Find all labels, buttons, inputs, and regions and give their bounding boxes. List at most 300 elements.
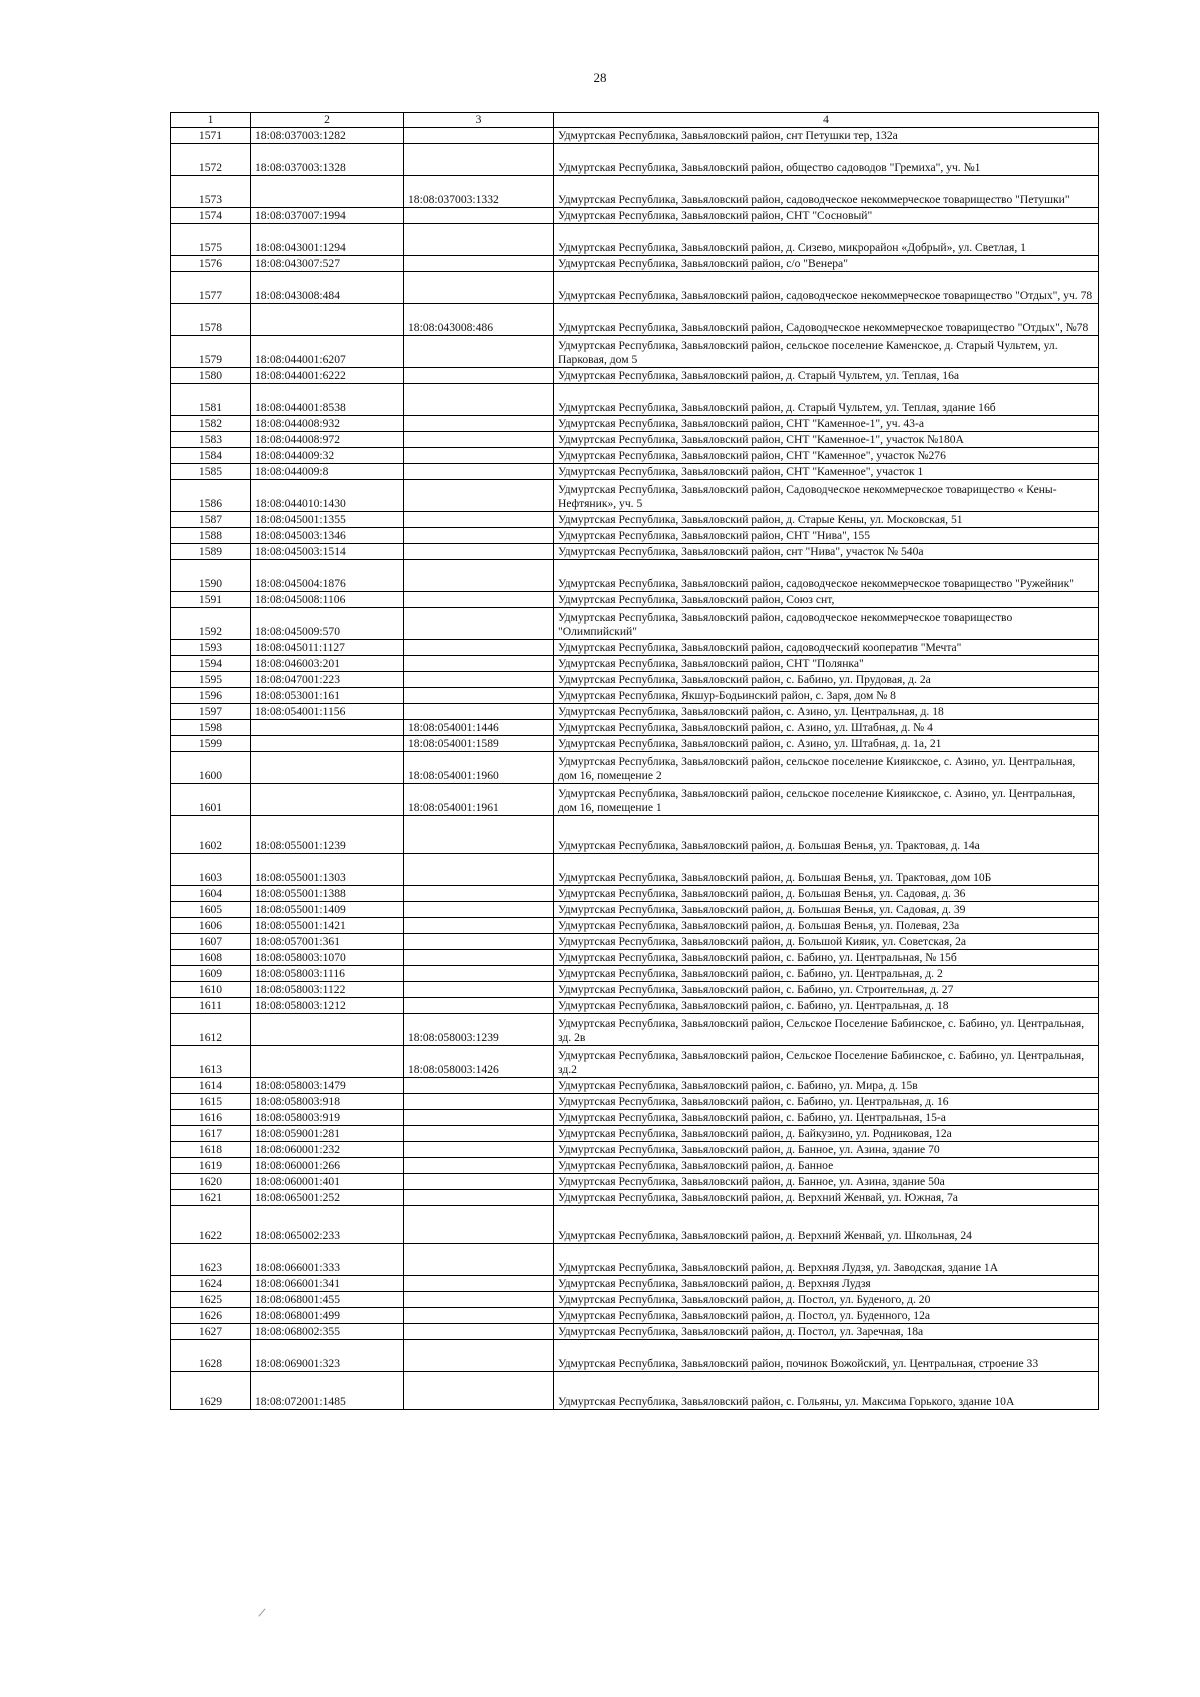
cadastral-number-cell: 18:08:045011:1127	[251, 640, 404, 656]
address-cell: Удмуртская Республика, Завьяловский район, д. Большая Венья, ул. Полевая, 23а	[554, 918, 1099, 934]
table-row	[171, 208, 1099, 224]
address-cell: Удмуртская Республика, Завьяловский район, садоводческий кооператив "Мечта"	[554, 640, 1099, 656]
cadastral-number-cell: 18:08:068001:499	[251, 1308, 404, 1324]
row-number-cell: 1610	[171, 982, 251, 998]
cadastral-number-cell: 18:08:047001:223	[251, 672, 404, 688]
cadastral-number-cell	[251, 304, 404, 336]
row-number-cell: 1617	[171, 1126, 251, 1142]
cadastral-number-cell: 18:08:066001:341	[251, 1276, 404, 1292]
address-cell: Удмуртская Республика, Завьяловский район, д. Байкузино, ул. Родниковая, 12а	[554, 1126, 1099, 1142]
address-cell: Удмуртская Республика, Завьяловский район, д. Постол, ул. Буденного, 12а	[554, 1308, 1099, 1324]
related-cadastral-number-cell	[404, 1158, 554, 1174]
table-row	[171, 1078, 1099, 1094]
row-number-cell: 1602	[171, 816, 251, 854]
address-cell: Удмуртская Республика, Завьяловский район, д. Большая Венья, ул. Трактовая, дом 10Б	[554, 854, 1099, 886]
address-cell: Удмуртская Республика, Завьяловский район, д. Банное, ул. Азина, здание 50а	[554, 1174, 1099, 1190]
address-cell: Удмуртская Республика, Завьяловский район, снт Петушки тер, 132а	[554, 128, 1099, 144]
table-row	[171, 1094, 1099, 1110]
related-cadastral-number-cell	[404, 1276, 554, 1292]
row-number-cell: 1625	[171, 1292, 251, 1308]
related-cadastral-number-cell	[404, 544, 554, 560]
cadastral-number-cell: 18:08:060001:232	[251, 1142, 404, 1158]
table-row	[171, 304, 1099, 336]
cadastral-number-cell: 18:08:044001:6222	[251, 368, 404, 384]
table-body	[171, 128, 1099, 1410]
address-cell: Удмуртская Республика, Завьяловский район, с/о "Венера"	[554, 256, 1099, 272]
table-row	[171, 656, 1099, 672]
cadastral-number-cell	[251, 736, 404, 752]
cadastral-number-cell: 18:08:058003:919	[251, 1110, 404, 1126]
related-cadastral-number-cell	[404, 224, 554, 256]
row-number-cell: 1589	[171, 544, 251, 560]
address-cell: Удмуртская Республика, Завьяловский район, д. Верхний Женвай, ул. Школьная, 24	[554, 1206, 1099, 1244]
related-cadastral-number-cell	[404, 1110, 554, 1126]
row-number-cell: 1615	[171, 1094, 251, 1110]
related-cadastral-number-cell	[404, 144, 554, 176]
address-cell: Удмуртская Республика, Завьяловский район, с. Азино, ул. Штабная, д. 1а, 21	[554, 736, 1099, 752]
cadastral-number-cell: 18:08:043008:484	[251, 272, 404, 304]
related-cadastral-number-cell	[404, 1094, 554, 1110]
row-number-cell: 1593	[171, 640, 251, 656]
cadastral-number-cell: 18:08:058003:1070	[251, 950, 404, 966]
table-row	[171, 416, 1099, 432]
row-number-cell: 1616	[171, 1110, 251, 1126]
row-number-cell: 1600	[171, 752, 251, 784]
address-cell: Удмуртская Республика, Завьяловский район, СНТ "Каменное-1", уч. 43-а	[554, 416, 1099, 432]
address-cell: Удмуртская Республика, Завьяловский район, с. Азино, ул. Штабная, д. № 4	[554, 720, 1099, 736]
table-row	[171, 720, 1099, 736]
cadastral-number-cell: 18:08:037007:1994	[251, 208, 404, 224]
table-row	[171, 480, 1099, 512]
row-number-cell: 1588	[171, 528, 251, 544]
related-cadastral-number-cell	[404, 1142, 554, 1158]
pen-mark	[258, 1608, 265, 1616]
related-cadastral-number-cell	[404, 688, 554, 704]
row-number-cell: 1629	[171, 1372, 251, 1410]
cadastral-number-cell: 18:08:055001:1239	[251, 816, 404, 854]
related-cadastral-number-cell	[404, 1126, 554, 1142]
address-cell: Удмуртская Республика, Завьяловский район, Союз снт,	[554, 592, 1099, 608]
row-number-cell: 1619	[171, 1158, 251, 1174]
address-cell: Удмуртская Республика, Завьяловский район, СНТ "Нива", 155	[554, 528, 1099, 544]
address-cell: Удмуртская Республика, Завьяловский район, с. Бабино, ул. Мира, д. 15в	[554, 1078, 1099, 1094]
table-row	[171, 1142, 1099, 1158]
address-cell: Удмуртская Республика, Завьяловский район, д. Банное	[554, 1158, 1099, 1174]
table-row	[171, 224, 1099, 256]
address-cell: Удмуртская Республика, Завьяловский район, садоводческое некоммерческое товарищество "Отдых", уч. 78	[554, 272, 1099, 304]
address-cell: Удмуртская Республика, Завьяловский район, д. Большая Венья, ул. Садовая, д. 39	[554, 902, 1099, 918]
row-number-cell: 1608	[171, 950, 251, 966]
row-number-cell: 1594	[171, 656, 251, 672]
related-cadastral-number-cell	[404, 560, 554, 592]
related-cadastral-number-cell	[404, 886, 554, 902]
cadastral-number-cell	[251, 176, 404, 208]
address-cell: Удмуртская Республика, Завьяловский район, с. Бабино, ул. Центральная, № 15б	[554, 950, 1099, 966]
table-row	[171, 1190, 1099, 1206]
row-number-cell: 1614	[171, 1078, 251, 1094]
table-row	[171, 950, 1099, 966]
related-cadastral-number-cell	[404, 656, 554, 672]
row-number-cell: 1621	[171, 1190, 251, 1206]
row-number-cell: 1627	[171, 1324, 251, 1340]
table-row	[171, 368, 1099, 384]
row-number-cell: 1573	[171, 176, 251, 208]
address-cell: Удмуртская Республика, Завьяловский район, сельское поселение Каменское, д. Старый Чультем, ул. Парковая, дом 5	[554, 336, 1099, 368]
row-number-cell: 1587	[171, 512, 251, 528]
row-number-cell: 1571	[171, 128, 251, 144]
address-cell: Удмуртская Республика, Завьяловский район, СНТ "Каменное", участок 1	[554, 464, 1099, 480]
table-row	[171, 384, 1099, 416]
row-number-cell: 1584	[171, 448, 251, 464]
row-number-cell: 1598	[171, 720, 251, 736]
cadastral-number-cell: 18:08:060001:266	[251, 1158, 404, 1174]
cadastral-number-cell: 18:08:058003:1116	[251, 966, 404, 982]
table-row	[171, 1046, 1099, 1078]
table-row	[171, 608, 1099, 640]
table-row	[171, 752, 1099, 784]
address-cell: Удмуртская Республика, Завьяловский район, д. Постол, ул. Заречная, 18а	[554, 1324, 1099, 1340]
related-cadastral-number-cell	[404, 1078, 554, 1094]
related-cadastral-number-cell: 18:08:054001:1961	[404, 784, 554, 816]
cadastral-number-cell: 18:08:037003:1328	[251, 144, 404, 176]
cadastral-number-cell: 18:08:044001:6207	[251, 336, 404, 368]
address-cell: Удмуртская Республика, Завьяловский район, СНТ "Каменное-1", участок №180А	[554, 432, 1099, 448]
related-cadastral-number-cell	[404, 816, 554, 854]
related-cadastral-number-cell	[404, 1372, 554, 1410]
row-number-cell: 1628	[171, 1340, 251, 1372]
cadastral-number-cell: 18:08:045008:1106	[251, 592, 404, 608]
table-row	[171, 1276, 1099, 1292]
address-cell: Удмуртская Республика, Завьяловский район, сельское поселение Кияикское, с. Азино, ул. Центральная, дом 16, помещение 1	[554, 784, 1099, 816]
address-cell: Удмуртская Республика, Завьяловский район, садоводческое некоммерческое товарищество "Петушки"	[554, 176, 1099, 208]
address-cell: Удмуртская Республика, Завьяловский район, с. Бабино, ул. Центральная, д. 2	[554, 966, 1099, 982]
row-number-cell: 1585	[171, 464, 251, 480]
row-number-cell: 1580	[171, 368, 251, 384]
table-row	[171, 816, 1099, 854]
row-number-cell: 1607	[171, 934, 251, 950]
related-cadastral-number-cell: 18:08:037003:1332	[404, 176, 554, 208]
table-row	[171, 784, 1099, 816]
cadastral-number-cell	[251, 752, 404, 784]
cadastral-number-cell: 18:08:058003:1122	[251, 982, 404, 998]
related-cadastral-number-cell	[404, 592, 554, 608]
address-cell: Удмуртская Республика, Завьяловский район, д. Верхняя Лудзя, ул. Заводская, здание 1А	[554, 1244, 1099, 1276]
address-cell: Удмуртская Республика, Завьяловский район, с. Бабино, ул. Прудовая, д. 2а	[554, 672, 1099, 688]
table-row	[171, 918, 1099, 934]
related-cadastral-number-cell	[404, 1292, 554, 1308]
address-cell: Удмуртская Республика, Якшур-Бодьинский район, с. Заря, дом № 8	[554, 688, 1099, 704]
related-cadastral-number-cell	[404, 464, 554, 480]
related-cadastral-number-cell	[404, 528, 554, 544]
table-row	[171, 464, 1099, 480]
address-cell: Удмуртская Республика, Завьяловский район, д. Большой Кияик, ул. Советская, 2а	[554, 934, 1099, 950]
related-cadastral-number-cell	[404, 640, 554, 656]
page-number: 28	[593, 70, 607, 85]
table-header-row	[171, 113, 1099, 128]
address-cell: Удмуртская Республика, Завьяловский район, починок Вожойский, ул. Центральная, строение 33	[554, 1340, 1099, 1372]
row-number-cell: 1595	[171, 672, 251, 688]
related-cadastral-number-cell: 18:08:043008:486	[404, 304, 554, 336]
table-row	[171, 966, 1099, 982]
row-number-cell: 1596	[171, 688, 251, 704]
address-cell: Удмуртская Республика, Завьяловский район, общество садоводов "Гремиха", уч. №1	[554, 144, 1099, 176]
table-row	[171, 704, 1099, 720]
related-cadastral-number-cell	[404, 672, 554, 688]
registry-table	[170, 112, 1099, 1410]
related-cadastral-number-cell: 18:08:058003:1426	[404, 1046, 554, 1078]
related-cadastral-number-cell	[404, 432, 554, 448]
table-row	[171, 1244, 1099, 1276]
related-cadastral-number-cell	[404, 608, 554, 640]
address-cell: Удмуртская Республика, Завьяловский район, СНТ "Сосновый"	[554, 208, 1099, 224]
related-cadastral-number-cell	[404, 982, 554, 998]
cadastral-number-cell: 18:08:060001:401	[251, 1174, 404, 1190]
related-cadastral-number-cell	[404, 1190, 554, 1206]
related-cadastral-number-cell	[404, 1340, 554, 1372]
table-row	[171, 544, 1099, 560]
table-row	[171, 128, 1099, 144]
address-cell: Удмуртская Республика, Завьяловский район, д. Старый Чультем, ул. Теплая, 16а	[554, 368, 1099, 384]
related-cadastral-number-cell	[404, 272, 554, 304]
cadastral-number-cell	[251, 1014, 404, 1046]
row-number-cell: 1609	[171, 966, 251, 982]
row-number-cell: 1575	[171, 224, 251, 256]
cadastral-number-cell: 18:08:044001:8538	[251, 384, 404, 416]
table-row	[171, 1292, 1099, 1308]
row-number-cell: 1576	[171, 256, 251, 272]
table-row	[171, 1206, 1099, 1244]
table-row	[171, 934, 1099, 950]
row-number-cell: 1603	[171, 854, 251, 886]
table-row	[171, 736, 1099, 752]
table-row	[171, 512, 1099, 528]
related-cadastral-number-cell	[404, 1174, 554, 1190]
table-row	[171, 256, 1099, 272]
row-number-cell: 1620	[171, 1174, 251, 1190]
table-row	[171, 176, 1099, 208]
column-header-1: 1	[171, 113, 251, 128]
column-header-2: 2	[251, 113, 404, 128]
row-number-cell: 1626	[171, 1308, 251, 1324]
table-row	[171, 432, 1099, 448]
cadastral-number-cell: 18:08:045003:1346	[251, 528, 404, 544]
related-cadastral-number-cell	[404, 1206, 554, 1244]
related-cadastral-number-cell	[404, 918, 554, 934]
row-number-cell: 1599	[171, 736, 251, 752]
address-cell: Удмуртская Республика, Завьяловский район, с. Бабино, ул. Центральная, 15-а	[554, 1110, 1099, 1126]
cadastral-number-cell: 18:08:054001:1156	[251, 704, 404, 720]
related-cadastral-number-cell	[404, 448, 554, 464]
table-row	[171, 998, 1099, 1014]
related-cadastral-number-cell	[404, 966, 554, 982]
cadastral-number-cell: 18:08:068002:355	[251, 1324, 404, 1340]
cadastral-number-cell: 18:08:055001:1409	[251, 902, 404, 918]
table-row	[171, 448, 1099, 464]
related-cadastral-number-cell	[404, 902, 554, 918]
row-number-cell: 1578	[171, 304, 251, 336]
cadastral-number-cell: 18:08:065002:233	[251, 1206, 404, 1244]
cadastral-number-cell: 18:08:046003:201	[251, 656, 404, 672]
address-cell: Удмуртская Республика, Завьяловский район, д. Старый Чультем, ул. Теплая, здание 16б	[554, 384, 1099, 416]
cadastral-number-cell: 18:08:044009:8	[251, 464, 404, 480]
address-cell: Удмуртская Республика, Завьяловский район, д. Верхний Женвай, ул. Южная, 7а	[554, 1190, 1099, 1206]
table-row	[171, 1372, 1099, 1410]
related-cadastral-number-cell	[404, 512, 554, 528]
row-number-cell: 1604	[171, 886, 251, 902]
cadastral-number-cell: 18:08:037003:1282	[251, 128, 404, 144]
related-cadastral-number-cell: 18:08:054001:1446	[404, 720, 554, 736]
cadastral-number-cell: 18:08:059001:281	[251, 1126, 404, 1142]
table-row	[171, 1126, 1099, 1142]
cadastral-number-cell: 18:08:055001:1303	[251, 854, 404, 886]
table-row	[171, 336, 1099, 368]
table-row	[171, 592, 1099, 608]
row-number-cell: 1581	[171, 384, 251, 416]
related-cadastral-number-cell	[404, 384, 554, 416]
related-cadastral-number-cell	[404, 128, 554, 144]
row-number-cell: 1622	[171, 1206, 251, 1244]
row-number-cell: 1597	[171, 704, 251, 720]
address-cell: Удмуртская Республика, Завьяловский район, Сельское Поселение Бабинское, с. Бабино, ул. Центральная, зд.2	[554, 1046, 1099, 1078]
related-cadastral-number-cell	[404, 416, 554, 432]
row-number-cell: 1582	[171, 416, 251, 432]
table-row	[171, 1110, 1099, 1126]
address-cell: Удмуртская Республика, Завьяловский район, с. Бабино, ул. Строительная, д. 27	[554, 982, 1099, 998]
cadastral-number-cell: 18:08:055001:1388	[251, 886, 404, 902]
related-cadastral-number-cell	[404, 950, 554, 966]
cadastral-number-cell: 18:08:045009:570	[251, 608, 404, 640]
address-cell: Удмуртская Республика, Завьяловский район, с. Бабино, ул. Центральная, д. 16	[554, 1094, 1099, 1110]
row-number-cell: 1623	[171, 1244, 251, 1276]
address-cell: Удмуртская Республика, Завьяловский район, д. Большая Венья, ул. Трактовая, д. 14а	[554, 816, 1099, 854]
address-cell: Удмуртская Республика, Завьяловский район, Сельское Поселение Бабинское, с. Бабино, ул. Центральная, зд. 2в	[554, 1014, 1099, 1046]
table-row	[171, 1014, 1099, 1046]
cadastral-number-cell	[251, 784, 404, 816]
table-row	[171, 1324, 1099, 1340]
row-number-cell: 1612	[171, 1014, 251, 1046]
cadastral-number-cell: 18:08:057001:361	[251, 934, 404, 950]
cadastral-number-cell: 18:08:055001:1421	[251, 918, 404, 934]
row-number-cell: 1586	[171, 480, 251, 512]
address-cell: Удмуртская Республика, Завьяловский район, д. Сизево, микрорайон «Добрый», ул. Светлая, 1	[554, 224, 1099, 256]
address-cell: Удмуртская Республика, Завьяловский район, д. Постол, ул. Буденого, д. 20	[554, 1292, 1099, 1308]
row-number-cell: 1579	[171, 336, 251, 368]
row-number-cell: 1605	[171, 902, 251, 918]
address-cell: Удмуртская Республика, Завьяловский район, сельское поселение Кияикское, с. Азино, ул. Центральная, дом 16, помещение 2	[554, 752, 1099, 784]
related-cadastral-number-cell	[404, 1308, 554, 1324]
related-cadastral-number-cell	[404, 336, 554, 368]
related-cadastral-number-cell	[404, 256, 554, 272]
cadastral-number-cell: 18:08:058003:1479	[251, 1078, 404, 1094]
related-cadastral-number-cell	[404, 934, 554, 950]
cadastral-number-cell: 18:08:043007:527	[251, 256, 404, 272]
row-number-cell: 1592	[171, 608, 251, 640]
cadastral-number-cell: 18:08:044009:32	[251, 448, 404, 464]
related-cadastral-number-cell: 18:08:054001:1960	[404, 752, 554, 784]
cadastral-number-cell: 18:08:045004:1876	[251, 560, 404, 592]
cadastral-number-cell	[251, 1046, 404, 1078]
cadastral-number-cell: 18:08:066001:333	[251, 1244, 404, 1276]
related-cadastral-number-cell	[404, 208, 554, 224]
column-header-4: 4	[554, 113, 1099, 128]
related-cadastral-number-cell: 18:08:058003:1239	[404, 1014, 554, 1046]
related-cadastral-number-cell	[404, 1244, 554, 1276]
table-row	[171, 640, 1099, 656]
address-cell: Удмуртская Республика, Завьяловский район, Садоводческое некоммерческое товарищество « Кены-Нефтяник», уч. 5	[554, 480, 1099, 512]
table-row	[171, 982, 1099, 998]
related-cadastral-number-cell	[404, 998, 554, 1014]
row-number-cell: 1577	[171, 272, 251, 304]
row-number-cell: 1591	[171, 592, 251, 608]
row-number-cell: 1606	[171, 918, 251, 934]
table-row	[171, 272, 1099, 304]
related-cadastral-number-cell	[404, 368, 554, 384]
table-row	[171, 528, 1099, 544]
address-cell: Удмуртская Республика, Завьяловский район, Садоводческое некоммерческое товарищество "Отдых", №78	[554, 304, 1099, 336]
cadastral-number-cell: 18:08:058003:1212	[251, 998, 404, 1014]
address-cell: Удмуртская Республика, Завьяловский район, д. Старые Кены, ул. Московская, 51	[554, 512, 1099, 528]
address-cell: Удмуртская Республика, Завьяловский район, садоводческое некоммерческое товарищество "Олимпийский"	[554, 608, 1099, 640]
address-cell: Удмуртская Республика, Завьяловский район, с. Азино, ул. Центральная, д. 18	[554, 704, 1099, 720]
cadastral-number-cell: 18:08:065001:252	[251, 1190, 404, 1206]
address-cell: Удмуртская Республика, Завьяловский район, д. Банное, ул. Азина, здание 70	[554, 1142, 1099, 1158]
cadastral-number-cell: 18:08:044008:932	[251, 416, 404, 432]
table-row	[171, 902, 1099, 918]
row-number-cell: 1611	[171, 998, 251, 1014]
cadastral-number-cell: 18:08:068001:455	[251, 1292, 404, 1308]
column-header-3: 3	[404, 113, 554, 128]
cadastral-number-cell: 18:08:044008:972	[251, 432, 404, 448]
cadastral-number-cell: 18:08:053001:161	[251, 688, 404, 704]
row-number-cell: 1583	[171, 432, 251, 448]
table-row	[171, 1174, 1099, 1190]
related-cadastral-number-cell	[404, 704, 554, 720]
related-cadastral-number-cell	[404, 1324, 554, 1340]
address-cell: Удмуртская Республика, Завьяловский район, с. Бабино, ул. Центральная, д. 18	[554, 998, 1099, 1014]
cadastral-number-cell: 18:08:045001:1355	[251, 512, 404, 528]
table-row	[171, 1158, 1099, 1174]
cadastral-number-cell: 18:08:058003:918	[251, 1094, 404, 1110]
address-cell: Удмуртская Республика, Завьяловский район, садоводческое некоммерческое товарищество "Ружейник"	[554, 560, 1099, 592]
cadastral-number-cell: 18:08:069001:323	[251, 1340, 404, 1372]
cadastral-number-cell: 18:08:072001:1485	[251, 1372, 404, 1410]
row-number-cell: 1574	[171, 208, 251, 224]
row-number-cell: 1624	[171, 1276, 251, 1292]
table-row	[171, 672, 1099, 688]
address-cell: Удмуртская Республика, Завьяловский район, д. Большая Венья, ул. Садовая, д. 36	[554, 886, 1099, 902]
row-number-cell: 1613	[171, 1046, 251, 1078]
row-number-cell: 1618	[171, 1142, 251, 1158]
table-row	[171, 1340, 1099, 1372]
table-row	[171, 144, 1099, 176]
table-row	[171, 886, 1099, 902]
address-cell: Удмуртская Республика, Завьяловский район, СНТ "Каменное", участок №276	[554, 448, 1099, 464]
row-number-cell: 1601	[171, 784, 251, 816]
row-number-cell: 1590	[171, 560, 251, 592]
related-cadastral-number-cell	[404, 854, 554, 886]
table-row	[171, 1308, 1099, 1324]
row-number-cell: 1572	[171, 144, 251, 176]
cadastral-number-cell: 18:08:044010:1430	[251, 480, 404, 512]
cadastral-number-cell	[251, 720, 404, 736]
address-cell: Удмуртская Республика, Завьяловский район, д. Верхняя Лудзя	[554, 1276, 1099, 1292]
table-row	[171, 560, 1099, 592]
related-cadastral-number-cell	[404, 480, 554, 512]
address-cell: Удмуртская Республика, Завьяловский район, снт "Нива", участок № 540а	[554, 544, 1099, 560]
table-row	[171, 688, 1099, 704]
cadastral-number-cell: 18:08:045003:1514	[251, 544, 404, 560]
table-row	[171, 854, 1099, 886]
